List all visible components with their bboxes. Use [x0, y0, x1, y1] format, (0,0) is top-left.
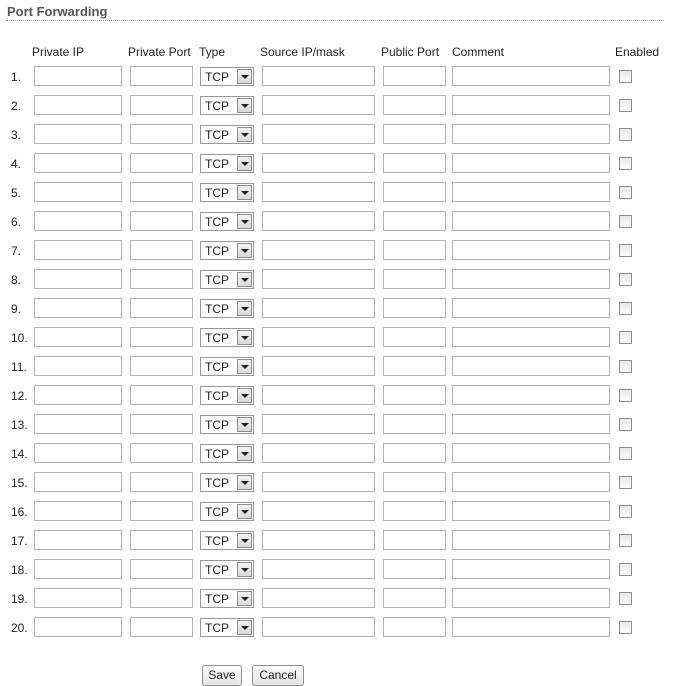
comment-input[interactable]: [452, 443, 610, 463]
private-ip-input[interactable]: [34, 443, 122, 463]
private-ip-input[interactable]: [34, 414, 122, 434]
table-row: [0, 356, 678, 378]
private-port-input[interactable]: [130, 211, 193, 231]
chevron-down-icon[interactable]: [237, 156, 252, 171]
private-ip-input[interactable]: [34, 530, 122, 550]
type-select[interactable]: [200, 560, 254, 579]
private-ip-input[interactable]: [34, 66, 122, 86]
public-port-input[interactable]: [383, 153, 446, 173]
comment-input[interactable]: [452, 588, 610, 608]
public-port-input[interactable]: [383, 414, 446, 434]
private-ip-input[interactable]: [34, 617, 122, 637]
source-ip-mask-input[interactable]: [262, 182, 375, 202]
source-ip-mask-input[interactable]: [262, 124, 375, 144]
type-select-value: TCP: [205, 99, 229, 113]
comment-input[interactable]: [452, 356, 610, 376]
comment-input[interactable]: [452, 211, 610, 231]
public-port-input[interactable]: [383, 95, 446, 115]
row-number: 16.: [11, 505, 28, 519]
public-port-input[interactable]: [383, 240, 446, 260]
type-select[interactable]: [200, 183, 254, 202]
type-select-value: TCP: [205, 273, 229, 287]
comment-input[interactable]: [452, 240, 610, 260]
type-select-value: TCP: [205, 302, 229, 316]
type-select-value: TCP: [205, 592, 229, 606]
chevron-down-icon[interactable]: [237, 533, 252, 548]
comment-input[interactable]: [452, 530, 610, 550]
type-select-value: TCP: [205, 418, 229, 432]
public-port-input[interactable]: [383, 356, 446, 376]
type-select[interactable]: [200, 125, 254, 144]
type-select-value: TCP: [205, 157, 229, 171]
comment-input[interactable]: [452, 501, 610, 521]
column-header-public-port: Public Port: [381, 45, 440, 59]
private-ip-input[interactable]: [34, 385, 122, 405]
type-select[interactable]: [200, 96, 254, 115]
enabled-checkbox[interactable]: [619, 215, 632, 228]
enabled-checkbox[interactable]: [619, 447, 632, 460]
public-port-input[interactable]: [383, 66, 446, 86]
comment-input[interactable]: [452, 472, 610, 492]
enabled-checkbox[interactable]: [619, 505, 632, 518]
chevron-down-icon[interactable]: [237, 359, 252, 374]
enabled-checkbox[interactable]: [619, 128, 632, 141]
private-ip-input[interactable]: [34, 501, 122, 521]
private-port-input[interactable]: [130, 95, 193, 115]
table-row: [0, 269, 678, 291]
row-number: 8.: [11, 273, 22, 287]
row-number: 14.: [11, 447, 28, 461]
source-ip-mask-input[interactable]: [262, 588, 375, 608]
source-ip-mask-input[interactable]: [262, 269, 375, 289]
chevron-down-icon[interactable]: [237, 272, 252, 287]
chevron-down-icon[interactable]: [237, 504, 252, 519]
column-header-enabled: Enabled: [615, 45, 660, 59]
private-port-input[interactable]: [130, 472, 193, 492]
table-row: [0, 153, 678, 175]
comment-input[interactable]: [452, 269, 610, 289]
public-port-input[interactable]: [383, 182, 446, 202]
public-port-input[interactable]: [383, 269, 446, 289]
public-port-input[interactable]: [383, 124, 446, 144]
comment-input[interactable]: [452, 385, 610, 405]
type-select[interactable]: [200, 270, 254, 289]
type-select-value: TCP: [205, 128, 229, 142]
private-port-input[interactable]: [130, 124, 193, 144]
enabled-checkbox[interactable]: [619, 360, 632, 373]
public-port-input[interactable]: [383, 588, 446, 608]
private-port-input[interactable]: [130, 414, 193, 434]
source-ip-mask-input[interactable]: [262, 385, 375, 405]
public-port-input[interactable]: [383, 385, 446, 405]
enabled-checkbox[interactable]: [619, 99, 632, 112]
private-port-input[interactable]: [130, 298, 193, 318]
comment-input[interactable]: [452, 327, 610, 347]
private-ip-input[interactable]: [34, 298, 122, 318]
enabled-checkbox[interactable]: [619, 389, 632, 402]
enabled-checkbox[interactable]: [619, 476, 632, 489]
type-select-value: TCP: [205, 186, 229, 200]
type-select-value: TCP: [205, 331, 229, 345]
type-select[interactable]: [200, 589, 254, 608]
source-ip-mask-input[interactable]: [262, 530, 375, 550]
save-button[interactable]: Save: [202, 665, 242, 686]
type-select-value: TCP: [205, 621, 229, 635]
table-row: [0, 298, 678, 320]
comment-input[interactable]: [452, 153, 610, 173]
private-port-input[interactable]: [130, 153, 193, 173]
private-ip-input[interactable]: [34, 182, 122, 202]
public-port-input[interactable]: [383, 443, 446, 463]
source-ip-mask-input[interactable]: [262, 472, 375, 492]
public-port-input[interactable]: [383, 530, 446, 550]
column-header-private-port: Private Port: [128, 45, 191, 59]
column-header-source-ip-mask: Source IP/mask: [260, 45, 345, 59]
type-select[interactable]: [200, 386, 254, 405]
comment-input[interactable]: [452, 298, 610, 318]
enabled-checkbox[interactable]: [619, 563, 632, 576]
type-select[interactable]: [200, 154, 254, 173]
table-row: [0, 95, 678, 117]
table-row: [0, 414, 678, 436]
comment-input[interactable]: [452, 66, 610, 86]
type-select-value: TCP: [205, 447, 229, 461]
private-port-input[interactable]: [130, 443, 193, 463]
table-row: [0, 443, 678, 465]
chevron-down-icon[interactable]: [237, 562, 252, 577]
private-port-input[interactable]: [130, 66, 193, 86]
enabled-checkbox[interactable]: [619, 273, 632, 286]
enabled-checkbox[interactable]: [619, 331, 632, 344]
private-ip-input[interactable]: [34, 269, 122, 289]
type-select[interactable]: [200, 502, 254, 521]
enabled-checkbox[interactable]: [619, 302, 632, 315]
type-select[interactable]: [200, 328, 254, 347]
row-number: 5.: [11, 186, 22, 200]
chevron-down-icon[interactable]: [237, 98, 252, 113]
source-ip-mask-input[interactable]: [262, 617, 375, 637]
chevron-down-icon[interactable]: [237, 127, 252, 142]
row-number: 15.: [11, 476, 28, 490]
comment-input[interactable]: [452, 414, 610, 434]
table-row: [0, 211, 678, 233]
type-select[interactable]: [200, 67, 254, 86]
comment-input[interactable]: [452, 182, 610, 202]
row-number: 9.: [11, 302, 22, 316]
private-port-input[interactable]: [130, 240, 193, 260]
type-select-value: TCP: [205, 563, 229, 577]
source-ip-mask-input[interactable]: [262, 66, 375, 86]
private-ip-input[interactable]: [34, 95, 122, 115]
row-number: 20.: [11, 621, 28, 635]
type-select[interactable]: [200, 473, 254, 492]
table-row: [0, 530, 678, 552]
row-number: 1.: [11, 70, 22, 84]
chevron-down-icon[interactable]: [237, 388, 252, 403]
private-port-input[interactable]: [130, 356, 193, 376]
public-port-input[interactable]: [383, 559, 446, 579]
enabled-checkbox[interactable]: [619, 621, 632, 634]
row-number: 6.: [11, 215, 22, 229]
chevron-down-icon[interactable]: [237, 69, 252, 84]
source-ip-mask-input[interactable]: [262, 153, 375, 173]
chevron-down-icon[interactable]: [237, 591, 252, 606]
enabled-checkbox[interactable]: [619, 418, 632, 431]
chevron-down-icon[interactable]: [237, 446, 252, 461]
private-ip-input[interactable]: [34, 327, 122, 347]
table-row: [0, 588, 678, 610]
source-ip-mask-input[interactable]: [262, 327, 375, 347]
public-port-input[interactable]: [383, 472, 446, 492]
type-select-value: TCP: [205, 360, 229, 374]
column-header-comment: Comment: [452, 45, 505, 59]
source-ip-mask-input[interactable]: [262, 414, 375, 434]
cancel-button[interactable]: Cancel: [252, 665, 304, 686]
type-select-value: TCP: [205, 505, 229, 519]
private-port-input[interactable]: [130, 385, 193, 405]
table-row: [0, 327, 678, 349]
type-select[interactable]: [200, 531, 254, 550]
row-number: 3.: [11, 128, 22, 142]
row-number: 12.: [11, 389, 28, 403]
table-row: [0, 617, 678, 639]
table-row: [0, 472, 678, 494]
column-header-type: Type: [199, 45, 226, 59]
source-ip-mask-input[interactable]: [262, 240, 375, 260]
row-number: 4.: [11, 157, 22, 171]
source-ip-mask-input[interactable]: [262, 211, 375, 231]
type-select[interactable]: [200, 241, 254, 260]
chevron-down-icon[interactable]: [237, 417, 252, 432]
type-select-value: TCP: [205, 244, 229, 258]
source-ip-mask-input[interactable]: [262, 501, 375, 521]
type-select[interactable]: [200, 415, 254, 434]
enabled-checkbox[interactable]: [619, 186, 632, 199]
chevron-down-icon[interactable]: [237, 475, 252, 490]
table-row: [0, 182, 678, 204]
type-select-value: TCP: [205, 534, 229, 548]
table-row: [0, 559, 678, 581]
row-number: 2.: [11, 99, 22, 113]
row-number: 18.: [11, 563, 28, 577]
page-title: Port Forwarding: [7, 4, 108, 19]
chevron-down-icon[interactable]: [237, 214, 252, 229]
chevron-down-icon[interactable]: [237, 243, 252, 258]
private-ip-input[interactable]: [34, 240, 122, 260]
public-port-input[interactable]: [383, 211, 446, 231]
private-port-input[interactable]: [130, 559, 193, 579]
comment-input[interactable]: [452, 617, 610, 637]
enabled-checkbox[interactable]: [619, 244, 632, 257]
source-ip-mask-input[interactable]: [262, 95, 375, 115]
type-select-value: TCP: [205, 476, 229, 490]
type-select-value: TCP: [205, 215, 229, 229]
type-select[interactable]: [200, 299, 254, 318]
chevron-down-icon[interactable]: [237, 620, 252, 635]
chevron-down-icon[interactable]: [237, 185, 252, 200]
table-row: [0, 501, 678, 523]
type-select[interactable]: [200, 357, 254, 376]
source-ip-mask-input[interactable]: [262, 356, 375, 376]
private-ip-input[interactable]: [34, 356, 122, 376]
public-port-input[interactable]: [383, 501, 446, 521]
row-number: 17.: [11, 534, 28, 548]
type-select[interactable]: [200, 618, 254, 637]
table-row: [0, 385, 678, 407]
chevron-down-icon[interactable]: [237, 301, 252, 316]
private-ip-input[interactable]: [34, 559, 122, 579]
row-number: 11.: [11, 360, 27, 374]
comment-input[interactable]: [452, 559, 610, 579]
source-ip-mask-input[interactable]: [262, 443, 375, 463]
row-number: 7.: [11, 244, 22, 258]
public-port-input[interactable]: [383, 298, 446, 318]
private-port-input[interactable]: [130, 588, 193, 608]
public-port-input[interactable]: [383, 617, 446, 637]
enabled-checkbox[interactable]: [619, 70, 632, 83]
private-ip-input[interactable]: [34, 211, 122, 231]
source-ip-mask-input[interactable]: [262, 298, 375, 318]
type-select-value: TCP: [205, 70, 229, 84]
private-ip-input[interactable]: [34, 153, 122, 173]
row-number: 13.: [11, 418, 28, 432]
row-number: 10.: [11, 331, 28, 345]
table-row: [0, 124, 678, 146]
row-number: 19.: [11, 592, 28, 606]
type-select-value: TCP: [205, 389, 229, 403]
private-port-input[interactable]: [130, 269, 193, 289]
private-port-input[interactable]: [130, 327, 193, 347]
private-port-input[interactable]: [130, 182, 193, 202]
comment-input[interactable]: [452, 124, 610, 144]
private-port-input[interactable]: [130, 617, 193, 637]
private-ip-input[interactable]: [34, 588, 122, 608]
chevron-down-icon[interactable]: [237, 330, 252, 345]
column-header-private-ip: Private IP: [32, 45, 85, 59]
enabled-checkbox[interactable]: [619, 534, 632, 547]
table-row: [0, 66, 678, 88]
type-select[interactable]: [200, 212, 254, 231]
comment-input[interactable]: [452, 95, 610, 115]
title-divider: [6, 20, 664, 21]
private-port-input[interactable]: [130, 530, 193, 550]
enabled-checkbox[interactable]: [619, 157, 632, 170]
table-row: [0, 240, 678, 262]
public-port-input[interactable]: [383, 327, 446, 347]
enabled-checkbox[interactable]: [619, 592, 632, 605]
private-ip-input[interactable]: [34, 124, 122, 144]
type-select[interactable]: [200, 444, 254, 463]
private-port-input[interactable]: [130, 501, 193, 521]
private-ip-input[interactable]: [34, 472, 122, 492]
source-ip-mask-input[interactable]: [262, 559, 375, 579]
